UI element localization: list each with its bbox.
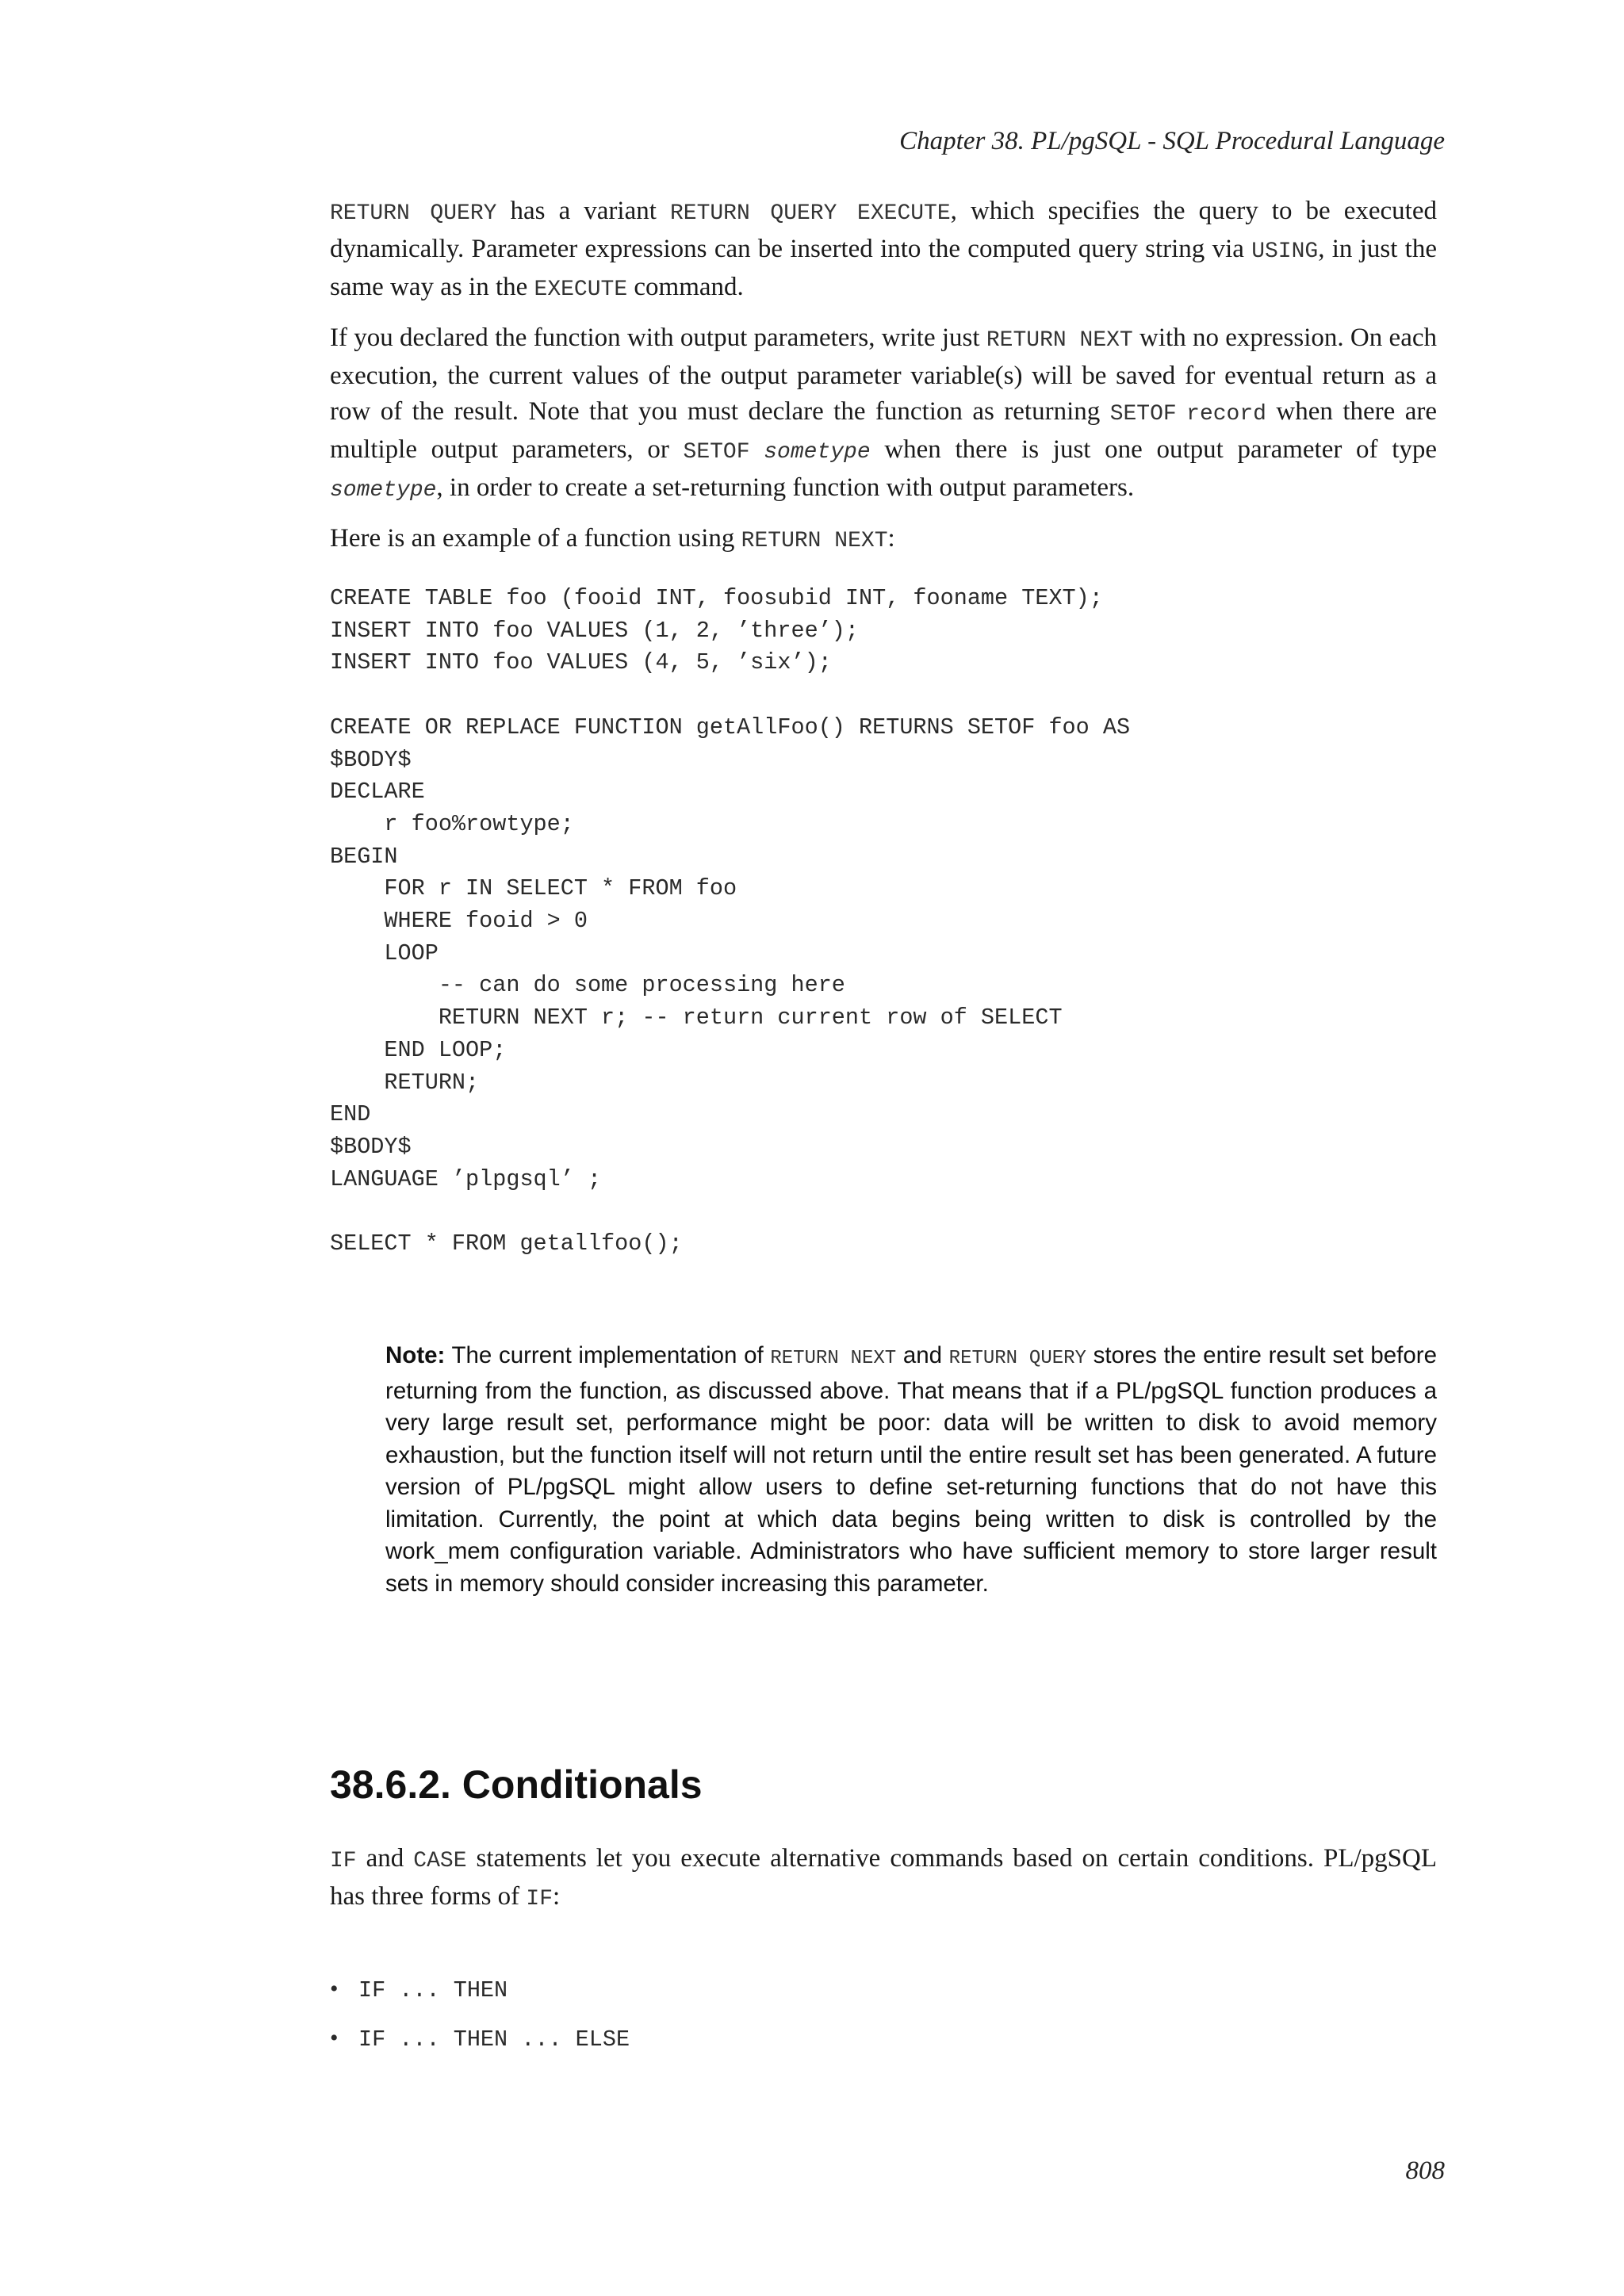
inline-code: RETURN NEXT: [741, 529, 888, 553]
inline-code: IF: [526, 1887, 553, 1911]
inline-code: RETURN QUERY: [330, 201, 497, 226]
note-label: Note:: [385, 1342, 446, 1368]
running-header: Chapter 38. PL/pgSQL - SQL Procedural Language: [899, 127, 1445, 155]
bullet: •: [330, 2025, 339, 2051]
inline-code: RETURN NEXT: [770, 1348, 897, 1369]
list-item: • IF ... THEN ... ELSE: [330, 2014, 630, 2063]
inline-code-italic: sometype: [330, 478, 437, 503]
paragraph-return-query-execute: RETURN QUERY has a variant RETURN QUERY EXECUTE, which specifies the query to be executed dynamically. Parameter expressions can be inserted into the computed query string via USING, in just the same way as in the EXECUTE command.: [330, 197, 1437, 302]
paragraph-example-intro: Here is an example of a function using RETURN NEXT:: [330, 524, 895, 553]
inline-code: record: [1186, 402, 1266, 427]
if-forms-list: [330, 1965, 630, 2063]
main-content: [330, 193, 1437, 1261]
code-example: CREATE TABLE foo (fooid INT, foosubid INT, fooname TEXT); INSERT INTO foo VALUES (1, 2, ’three’); INSERT INTO foo VALUES (4, 5, ’six’); CREATE OR REPLACE FUNCTION getAllFoo() RETURNS SETOF foo AS $BODY$ DECLARE r foo%rowtype; BEGIN FOR r IN SELECT * FROM foo WHERE fooid > 0 LOOP -- can do some processing here RETURN NEXT r; -- return current row of SELECT END LOOP; RETURN; END $BODY$ LANGUAGE ’plpgsql’ ; SELECT * FROM getallfoo();: [330, 585, 1131, 1257]
note-block: Note: The current implementation of RETURN NEXT and RETURN QUERY stores the entire result set before returning from the function, as discussed above. That means that if a PL/pgSQL function produces a very large result set, performance might be poor: data will be written to disk to avoid memory exhaustion, but the function itself will not return until the entire result set has been generated. A future version of PL/pgSQL might allow users to define set-returning functions that do not have this limitation. Currently, the point at which data begins being written to disk is controlled by the work_mem configuration variable. Administrators who have sufficient memory to store larger result sets in memory should consider increasing this parameter.: [385, 1342, 1437, 1597]
inline-code: IF: [330, 1849, 357, 1873]
inline-code: SETOF: [683, 440, 750, 465]
inline-code: RETURN QUERY: [948, 1348, 1086, 1369]
list-item: • IF ... THEN: [330, 1965, 630, 2014]
inline-code-italic: sometype: [764, 440, 871, 465]
inline-code: CASE: [413, 1849, 467, 1873]
bullet: •: [330, 1976, 339, 2002]
inline-code: RETURN QUERY EXECUTE: [669, 201, 951, 226]
page-number: 808: [1405, 2156, 1445, 2185]
paragraph-output-parameters: If you declared the function with output parameters, write just RETURN NEXT with no expression. On each execution, the current values of the output parameter variable(s) will be saved for eventual return as a row of the result. Note that you must declare the function as returning SETOF record when there are multiple output parameters, or SETOF sometype when there is just one output parameter of type sometype, in order to create a set-returning function with output parameters.: [330, 323, 1438, 503]
inline-code: SETOF: [1109, 402, 1177, 427]
inline-code: RETURN NEXT: [986, 328, 1133, 353]
paragraph-conditionals-intro: IF and CASE statements let you execute alternative commands based on certain conditions. PL/pgSQL has three forms of IF:: [330, 1844, 1437, 1911]
section-heading: 38.6.2. Conditionals: [330, 1762, 703, 1807]
inline-code: EXECUTE: [534, 277, 628, 302]
section-intro: [330, 1841, 1437, 1930]
inline-code: USING: [1251, 239, 1319, 264]
